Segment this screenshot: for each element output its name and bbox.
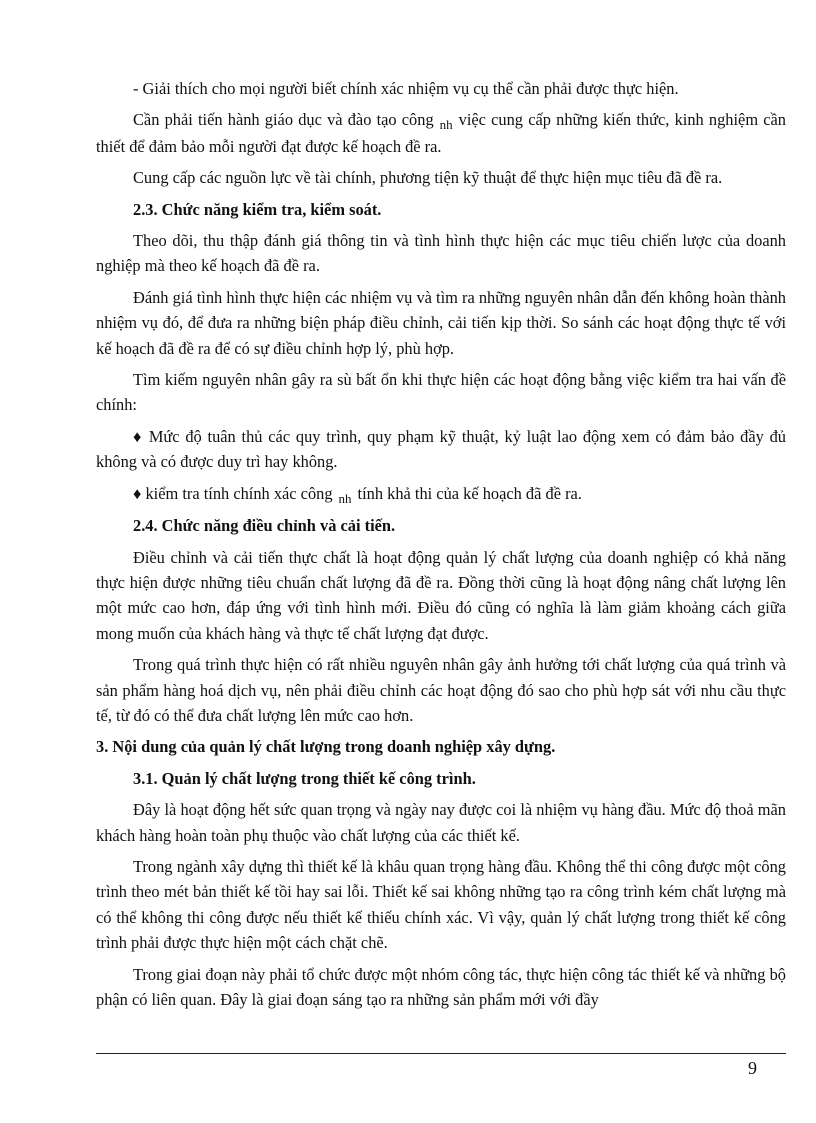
paragraph: Cần phải tiến hành giáo dục và đào tạo công $_{nh}$ việc cung cấp những kiến thức, kinh nghiệm cần thiết để đảm bảo mỗi người đạt được kế hoạch đề ra. — [96, 110, 786, 156]
bullet-item: ♦ Mức độ tuân thủ các quy trình, quy phạm kỹ thuật, kỷ luật lao động xem có đảm bảo đầy đủ không và có được duy trì hay không. — [96, 426, 786, 472]
subscript-text: nh — [338, 490, 352, 506]
page-number: 9 — [748, 1058, 757, 1078]
paragraph: Tìm kiếm nguyên nhân gây ra sù bất ổn khi thực hiện các hoạt động bằng việc kiểm tra hai vấn đề chính: — [96, 370, 786, 415]
paragraph: Trong quá trình thực hiện có rất nhiều nguyên nhân gây ảnh hưởng tới chất lượng của quá trình và sản phẩm hàng hoá dịch vụ, nên phải điều chỉnh các hoạt động đó sao cho phù hợp sát với nhu cầu thực tế, từ đó có thể đưa chất lượng lên mức cao hơn. — [96, 655, 786, 725]
paragraph: Đây là hoạt động hết sức quan trọng và ngày nay được coi là nhiệm vụ hàng đầu. Mức độ thoả mãn khách hàng hoàn toàn phụ thuộc vào chất lượng của các thiết kế. — [96, 800, 786, 845]
section-heading-3-1: 3.1. Quản lý chất lượng trong thiết kế công trình. — [133, 768, 476, 788]
paragraph: - Giải thích cho mọi người biết chính xác nhiệm vụ cụ thể cần phải được thực hiện. — [133, 79, 679, 98]
paragraph: Trong giai đoạn này phải tổ chức được một nhóm công tác, thực hiện công tác thiết kế và những bộ phận có liên quan. Đây là giai đoạn sáng tạo ra những sản phẩm mới với đầy — [96, 964, 786, 1009]
paragraph: Điều chỉnh và cải tiến thực chất là hoạt động quản lý chất lượng của doanh nghiệp có khả năng thực hiện được những tiêu chuẩn chất lượng đã đề ra. Đồng thời cũng là hoạt động nâng chất lượng lên một mức cao hơn, đáp ứng với tình hình mới. Điều đó cũng có nghĩa là làm giảm khoảng cách giữa mong muốn của khách hàng và thực tế chất lượng đạt được. — [96, 547, 786, 643]
paragraph: Cung cấp các nguồn lực về tài chính, phương tiện kỹ thuật để thực hiện mục tiêu đã đề ra. — [133, 168, 723, 188]
section-heading-3: 3. Nội dung của quản lý chất lượng trong doanh nghiệp xây dựng. — [96, 737, 556, 757]
document-body — [96, 76, 786, 1012]
subscript-text: nh — [439, 117, 453, 133]
bullet-item: ♦ kiểm tra tính chính xác công $_{nh}$ tính khả thi của kế hoạch đã đề ra. — [133, 483, 582, 506]
paragraph: Đánh giá tình hình thực hiện các nhiệm vụ và tìm ra những nguyên nhân dẫn đến không hoàn thành nhiệm vụ đó, để đưa ra những biện pháp điều chỉnh, cải tiến kịp thời. So sánh các hoạt động thực tế với kế hoạch đã đề ra để có sự điều chỉnh hợp lý, phù hợp. — [96, 287, 786, 358]
section-heading-2-3: 2.3. Chức năng kiểm tra, kiểm soát. — [133, 199, 382, 219]
section-heading-2-4: 2.4. Chức năng điều chỉnh và cải tiến. — [133, 516, 396, 536]
paragraph: Theo dõi, thu thập đánh giá thông tin và tình hình thực hiện các mục tiêu chiến lược của doanh nghiệp mà theo kế hoạch đã đề ra. — [96, 231, 786, 276]
paragraph: Trong ngành xây dựng thì thiết kế là khâu quan trọng hàng đầu. Không thể thi công được một công trình theo mét bản thiết kế tồi hay sai lỗi. Thiết kế sai không những tạo ra công trình kém chất lượng mà có thể không thi công được nếu thiết kế thiếu chính xác. Vì vậy, quản lý chất lượng trong thiết kế công trình phải được thực hiện một cách chặt chẽ. — [96, 856, 786, 953]
footer-divider — [96, 1053, 786, 1054]
